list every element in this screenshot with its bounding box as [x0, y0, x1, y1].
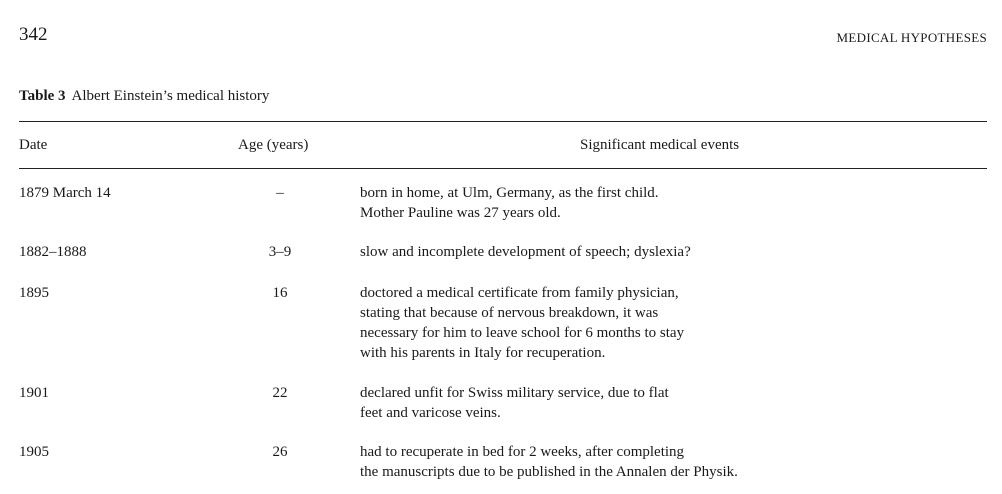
column-header-date: Date	[19, 137, 48, 153]
event-line: feet and varicose veins.	[360, 405, 501, 421]
cell-age: 16	[272, 285, 288, 301]
table-header-rule	[19, 168, 987, 169]
event-line: slow and incomplete development of speech; dyslexia?	[360, 244, 691, 260]
event-line: born in home, at Ulm, Germany, as the first child.	[360, 185, 659, 201]
cell-date: 1895	[19, 285, 49, 301]
page-number: 342	[19, 24, 48, 45]
cell-events	[360, 442, 980, 482]
event-line: doctored a medical certificate from family physician,	[360, 285, 679, 301]
cell-date: 1879 March 14	[19, 185, 111, 201]
cell-age: 26	[272, 444, 288, 460]
cell-age: –	[276, 185, 284, 201]
cell-date: 1882–1888	[19, 244, 87, 260]
cell-events	[360, 283, 980, 363]
table-caption-label: Table 3	[19, 88, 66, 104]
cell-events	[360, 183, 980, 223]
table-caption	[19, 88, 269, 105]
table-top-rule	[19, 121, 987, 122]
table-caption-text: Albert Einstein’s medical history	[71, 88, 270, 104]
event-line: stating that because of nervous breakdown, it was	[360, 305, 659, 321]
cell-date: 1905	[19, 444, 49, 460]
event-line: the manuscripts due to be published in the Annalen der Physik.	[360, 464, 738, 480]
journal-name: MEDICAL HYPOTHESES	[836, 30, 987, 45]
cell-age: 3–9	[268, 244, 292, 260]
cell-events	[360, 383, 980, 423]
column-header-events: Significant medical events	[580, 137, 740, 153]
cell-events	[360, 242, 980, 262]
event-line: necessary for him to leave school for 6 months to stay	[360, 325, 685, 341]
event-line: declared unfit for Swiss military service, due to flat	[360, 385, 669, 401]
event-line: Mother Pauline was 27 years old.	[360, 205, 561, 221]
event-line: had to recuperate in bed for 2 weeks, after completing	[360, 444, 685, 460]
column-header-age: Age (years)	[238, 137, 309, 153]
event-line: with his parents in Italy for recuperation.	[360, 345, 606, 361]
cell-date: 1901	[19, 385, 49, 401]
cell-age: 22	[272, 385, 288, 401]
